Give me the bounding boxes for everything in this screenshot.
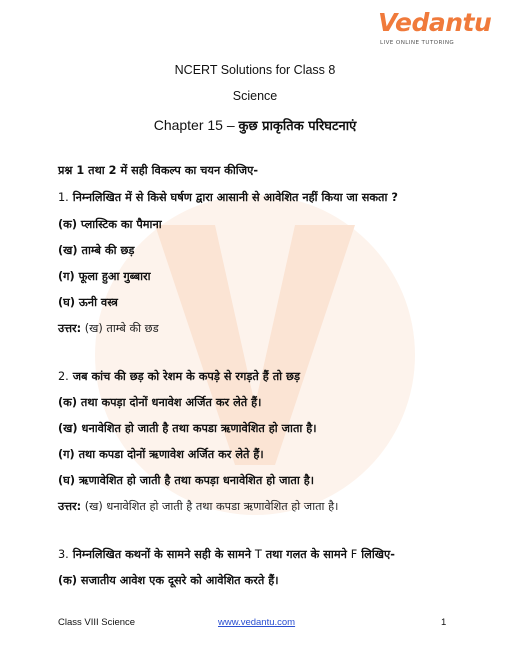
- q3-text-a: निम्नलिखित कथनों के सामने सही के सामने: [72, 548, 255, 561]
- q3-t-marker: T: [254, 548, 262, 561]
- q2-text: जब कांच की छड़ को रेशम के कपड़े से रगड़ते हैं तो छड़: [72, 370, 300, 383]
- q2-option-2: (ख) धनावेशित हो जाती है तथा कपडा ऋणावेशित हो जाता है।: [58, 422, 317, 435]
- q1-option-4: (घ) ऊनी वस्त्र: [58, 296, 118, 309]
- q2-option-1: (क) तथा कपड़ा दोनों धनावेश अर्जित कर लेते हैं।: [58, 396, 262, 409]
- q2-answer: [58, 499, 338, 515]
- q1-number: 1.: [58, 191, 69, 204]
- q1-answer-label: उत्तर:: [58, 322, 82, 335]
- q1-option-2: (ख) ताम्बे की छड़: [58, 244, 135, 257]
- q3-f-marker: F: [350, 548, 358, 561]
- logo-tagline: LIVE ONLINE TUTORING: [380, 40, 455, 46]
- q1-answer: [58, 321, 159, 337]
- q1-text: निम्नलिखित में से किसे घर्षण द्वारा आसानी से आवेशित नहीं किया जा सकता ?: [72, 191, 398, 204]
- q2-option-3: (ग) तथा कपडा दोनों ऋणावेश अर्जित कर लेते हैं।: [58, 448, 264, 461]
- chapter-heading: [0, 116, 510, 134]
- q2-answer-label: उत्तर:: [58, 500, 82, 513]
- q2-option-4: (घ) ऋणावेशित हो जाती है तथा कपड़ा धनावेशित हो जाता है।: [58, 474, 314, 487]
- q1-line: [58, 190, 398, 206]
- footer-page-number: 1: [441, 617, 447, 628]
- footer-class-label: Class VIII Science: [58, 617, 136, 628]
- logo-wordmark: Vedantu: [378, 8, 492, 37]
- q2-answer-value: (ख) धनावेशित हो जाती है तथा कपडा ऋणावेशित हो जाता है।: [84, 500, 339, 513]
- q1-answer-value: (ख) ताम्बे की छड: [84, 322, 159, 335]
- doc-subject: Science: [232, 89, 278, 103]
- vedantu-logo: [378, 8, 492, 56]
- chapter-title: कुछ प्राकृतिक परिघटनाएं: [238, 119, 357, 134]
- q3-line: [58, 547, 395, 563]
- chapter-prefix: Chapter 15 –: [153, 117, 239, 133]
- q2-line: [58, 369, 300, 385]
- footer-website-link[interactable]: www.vedantu.com: [218, 617, 296, 628]
- q2-number: 2.: [58, 370, 69, 383]
- q3-option-1: (क) सजातीय आवेश एक दूसरे को आवेशित करते हैं।: [58, 574, 279, 587]
- q3-number: 3.: [58, 548, 69, 561]
- doc-title: NCERT Solutions for Class 8: [174, 63, 336, 77]
- q3-text-b: तथा गलत के सामने: [261, 548, 351, 561]
- q1-option-3: (ग) फूला हुआ गुब्बारा: [58, 270, 151, 283]
- instruction: प्रश्न 1 तथा 2 में सही विकल्प का चयन कीजिए-: [58, 164, 259, 177]
- q1-option-1: (क) प्लास्टिक का पैमाना: [58, 218, 162, 231]
- q3-text-c: लिखिए-: [357, 548, 395, 561]
